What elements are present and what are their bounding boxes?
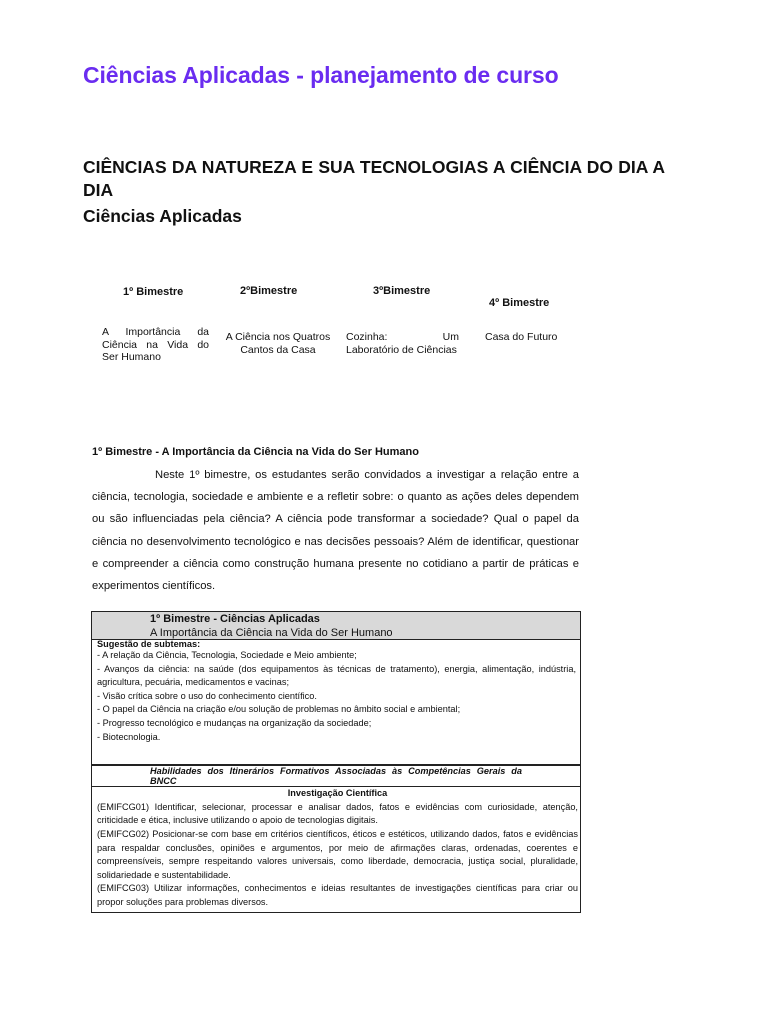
bimester-3-theme: Cozinha: Um Laboratório de Ciências	[346, 331, 459, 356]
bimester-1-label: 1º Bimestre	[123, 286, 184, 298]
section-subheading: Ciências Aplicadas	[83, 206, 242, 226]
habilidades-heading: Habilidades dos Itinerários Formativos Associadas às Competências Gerais da BNCC	[92, 766, 580, 787]
competencia-item: (EMIFCG03) Utilizar informações, conhecimentos e ideias resultantes de investigações científicas para criar ou propor soluções para problemas diversos.	[97, 883, 578, 907]
bimester-2-theme: A Ciência nos Quatros Cantos da Casa	[225, 331, 331, 356]
section-heading: CIÊNCIAS DA NATUREZA E SUA TECNOLOGIAS A CIÊNCIA DO DIA A DIA	[83, 157, 665, 200]
subtemas-cell	[92, 640, 580, 766]
subtema-item: - Avanços da ciência: na saúde (dos equipamentos às técnicas de tratamento), energia, alimentação, indústria, agricultura, pecuária, medicamentos e vacinas;	[97, 663, 576, 688]
subtemas-label: Sugestão de subtemas:	[97, 639, 201, 649]
table-header-subtitle: A Importância da Ciência na Vida do Ser Humano	[150, 627, 393, 639]
competencias-cell	[92, 787, 580, 911]
subtema-item: - A relação da Ciência, Tecnologia, Sociedade e Meio ambiente;	[97, 650, 357, 660]
bimester-3-label: 3ºBimestre	[373, 285, 431, 297]
competencia-item: (EMIFCG02) Posicionar-se com base em critérios científicos, éticos e estéticos, utilizando dados, fatos e evidências para respaldar conclusões, opiniões e argumentos, por meio de afirmações claras, ordenadas, coerentes e compreensíveis, sempre respeitando valores universais, como liberdade, democracia, justiça social, pluralidade, solidariedade e sustentabilidade.	[97, 828, 578, 880]
document-title: Ciências Aplicadas - planejamento de curso	[83, 62, 559, 88]
subtema-item: - Progresso tecnológico e mudanças na organização da sociedade;	[97, 717, 372, 728]
intro-title: 1º Bimestre - A Importância da Ciência na Vida do Ser Humano	[92, 446, 419, 458]
bimester-1-theme: A Importância da Ciência na Vida do Ser Humano	[102, 326, 209, 363]
subtema-item: - O papel da Ciência na criação e/ou solução de problemas no âmbito social e ambiental;	[97, 704, 461, 715]
plan-table	[91, 611, 581, 913]
table-header	[92, 612, 580, 640]
subtema-item: - Visão crítica sobre o uso do conhecimento científico.	[97, 690, 317, 701]
table-header-title: 1º Bimestre - Ciências Aplicadas	[150, 613, 320, 625]
competencias-group-label: Investigação Científica	[287, 788, 388, 799]
bimester-2-label: 2ºBimestre	[240, 285, 298, 297]
subtema-item: - Biotecnologia.	[97, 731, 161, 742]
intro-paragraph: Neste 1º bimestre, os estudantes serão convidados a investigar a relação entre a ciência, tecnologia, sociedade e ambiente e a refletir sobre: o quanto as ações deles dependem ou são influenciadas pela ciência? A ciência pode transformar a sociedade? Qual o papel da ciência no desenvolvimento tecnológico e nas decisões pessoais? Além de identificar, questionar e compreender a ciência como construção humana presente no cotidiano a partir de práticas e experimentos científicos.	[92, 469, 579, 593]
competencia-item: (EMIFCG01) Identificar, selecionar, processar e analisar dados, fatos e evidências com curiosidade, atenção, criticidade e ética, inclusive utilizando o apoio de tecnologias digitais.	[97, 801, 578, 826]
bimester-4-label: 4º Bimestre	[489, 297, 550, 309]
bimester-4-theme: Casa do Futuro	[485, 331, 558, 343]
